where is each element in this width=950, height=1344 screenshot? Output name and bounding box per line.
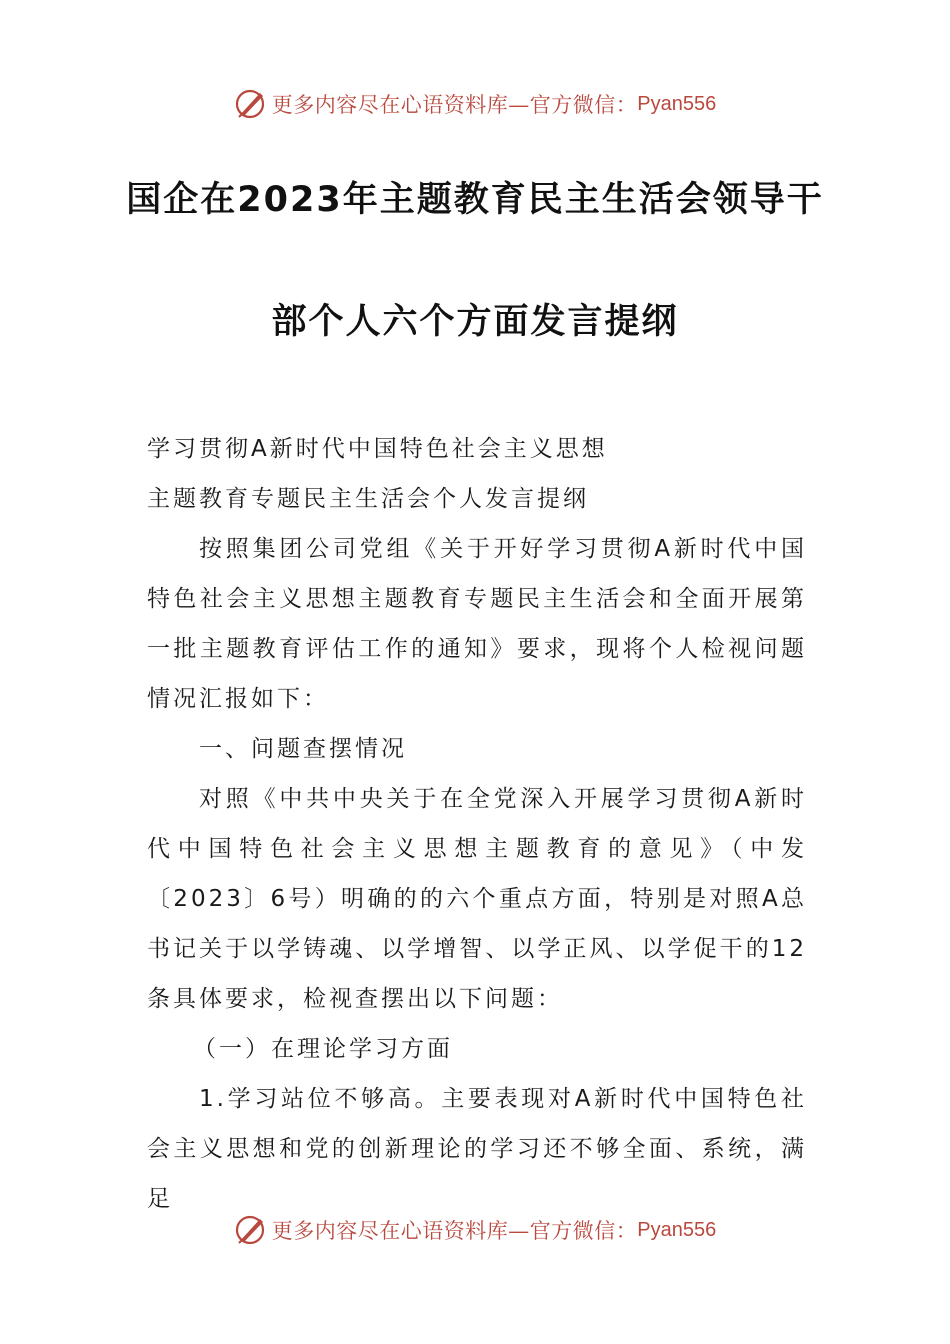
wechat-id: Pyan556 xyxy=(637,92,717,115)
header-banner xyxy=(0,84,950,124)
banner-text: 更多内容尽在心语资料库—官方微信： xyxy=(271,93,638,117)
footer-banner xyxy=(0,1210,950,1250)
subsection-heading: （一）在理论学习方面 xyxy=(193,1036,453,1062)
section-heading: 一、问题查摆情况 xyxy=(199,736,407,762)
paragraph-intro: 按照集团公司党组《关于开好学习贯彻A新时代中国特色社会主义思想主题教育专题民主生活会和全面开展第一批主题教育评估工作的通知》要求，现将个人检视问题情况汇报如下： xyxy=(147,536,807,712)
banner-text: 更多内容尽在心语资料库—官方微信： xyxy=(271,1219,638,1243)
document-body xyxy=(147,424,807,1224)
header-line-2: 主题教育专题民主生活会个人发言提纲 xyxy=(147,486,589,512)
paragraph-problems: 对照《中共中央关于在全党深入开展学习贯彻A新时代中国特色社会主义思想主题教育的意见》（中发〔2023〕6号）明确的的六个重点方面，特别是对照A总书记关于以学铸魂、以学增智、以学正风、以学促干的12条具体要求，检视查摆出以下问题： xyxy=(147,786,807,1012)
list-item-1: 1.学习站位不够高。主要表现对A新时代中国特色社会主义思想和党的创新理论的学习还不够全面、系统，满足 xyxy=(147,1086,807,1212)
document-title-line1: 国企在2023年主题教育民主生活会领导干 xyxy=(126,180,824,220)
quill-pen-logo-icon xyxy=(234,87,268,121)
document-title-line2: 部个人六个方面发言提纲 xyxy=(271,302,679,342)
header-line-1: 学习贯彻A新时代中国特色社会主义思想 xyxy=(147,436,608,462)
wechat-id: Pyan556 xyxy=(637,1218,717,1241)
quill-pen-logo-icon xyxy=(234,1213,268,1247)
